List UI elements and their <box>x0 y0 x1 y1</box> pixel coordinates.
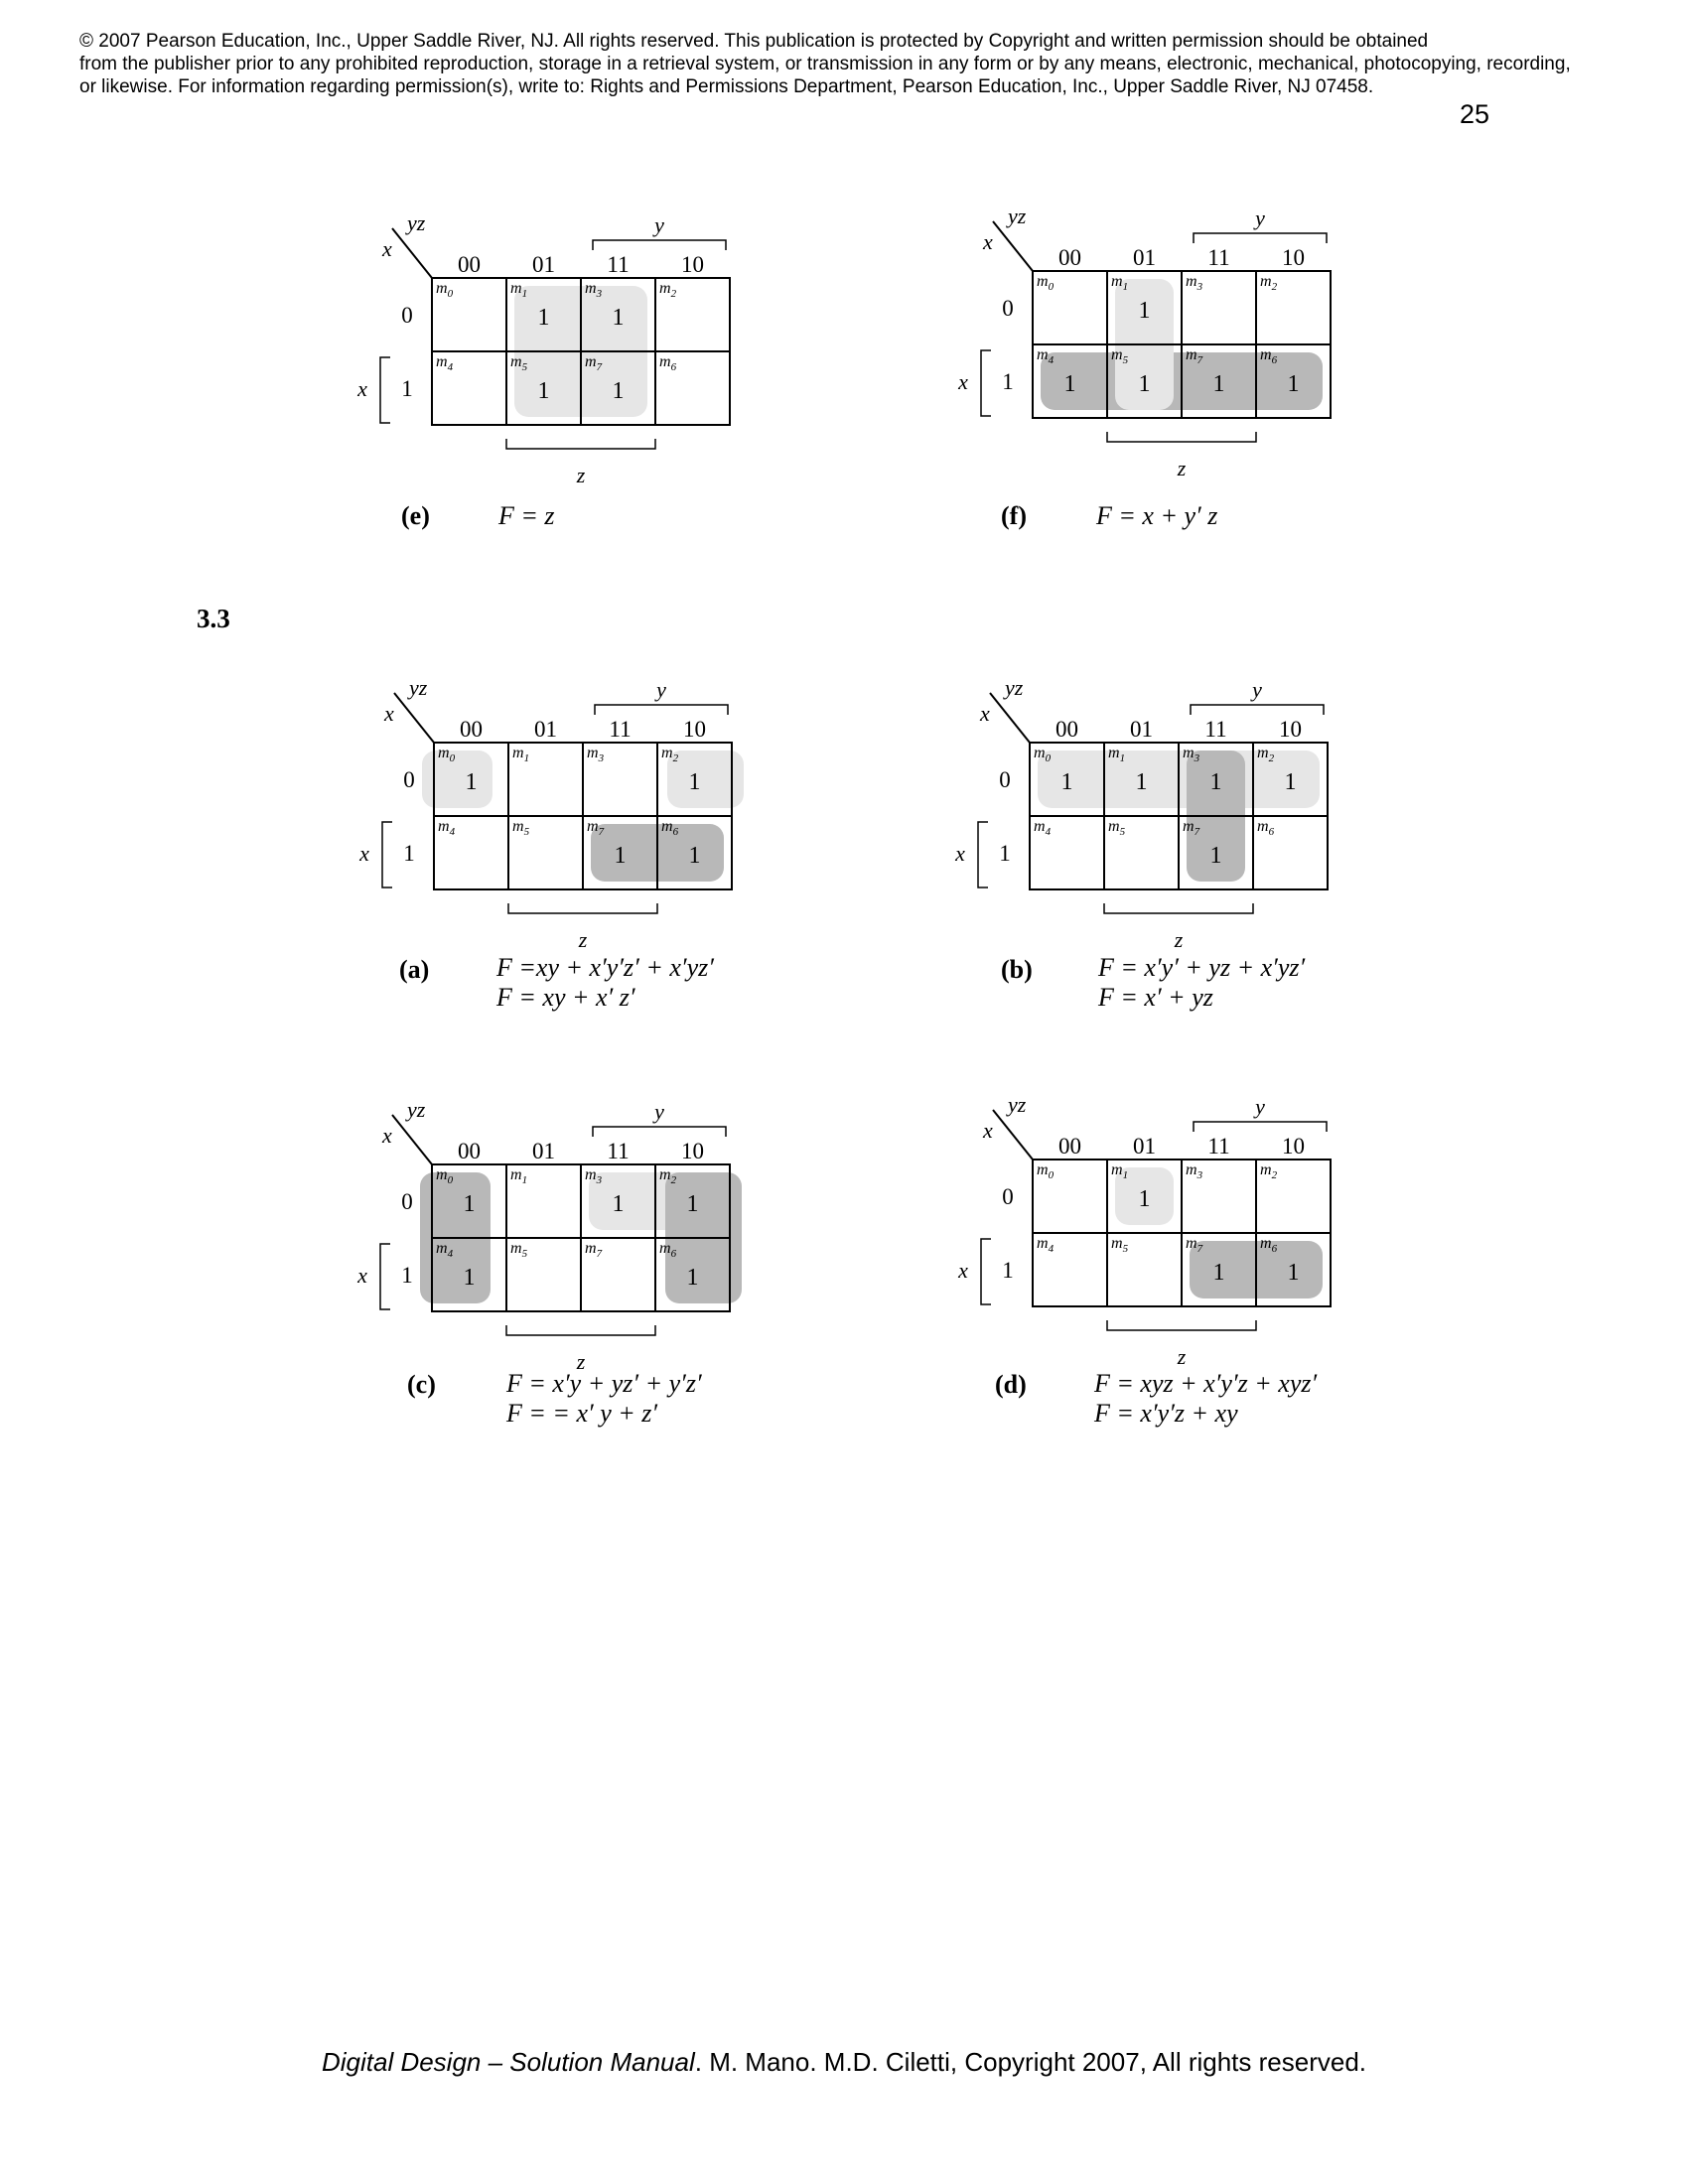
copyright-line: from the publisher prior to any prohibited reproduction, storage in a retrieval system, or transmission in any form or by any means, electronic, mechanical, photocopying, recording, <box>79 54 1571 74</box>
corner-label-x: x <box>382 236 392 261</box>
minterm-index: 1 <box>1122 1169 1129 1181</box>
minterm-index: 3 <box>596 288 603 300</box>
minterm-label: $m_2$ <box>661 745 679 764</box>
cell-value-one: 1 <box>686 1265 699 1291</box>
minterm-index: 7 <box>1196 354 1203 366</box>
kmap-diagram-a <box>340 678 896 976</box>
column-header: 01 <box>1133 1134 1156 1159</box>
minterm-index: 6 <box>1271 1243 1278 1255</box>
minterm-index: 0 <box>1048 281 1055 293</box>
minterm-index: 3 <box>1196 1169 1203 1181</box>
column-header: 00 <box>1055 717 1078 742</box>
diagram-caption: (c) <box>407 1370 436 1399</box>
z-label: z <box>576 463 586 487</box>
corner-diagonal <box>993 1110 1033 1160</box>
z-label: z <box>576 1349 586 1374</box>
column-header: 01 <box>1130 717 1153 742</box>
minterm-index: 5 <box>521 1248 528 1260</box>
column-header: 11 <box>607 1139 630 1163</box>
diagram-caption: (f) <box>1001 501 1027 530</box>
minterm-label: $m_6$ <box>659 353 677 373</box>
minterm-label: $m_0$ <box>438 745 456 764</box>
minterm-label: $m_1$ <box>510 1166 528 1186</box>
x-label: x <box>955 841 965 866</box>
kmap-diagram-d <box>938 1095 1494 1393</box>
corner-label-x: x <box>980 701 990 726</box>
corner-label-yz: yz <box>407 1100 426 1122</box>
minterm-label: $m_5$ <box>1111 346 1129 366</box>
minterm-label: $m_0$ <box>1037 1161 1055 1181</box>
y-bracket <box>593 1127 726 1137</box>
minterm-index: 2 <box>1271 1169 1278 1181</box>
row-header: 0 <box>999 767 1011 792</box>
minterm-label: $m_1$ <box>1108 745 1126 764</box>
minterm-index: 4 <box>1045 826 1052 838</box>
minterm-label: $m_4$ <box>436 353 454 373</box>
minterm-index: 3 <box>1194 752 1200 764</box>
equation-line: F = xyz + x′y′z + xyz′ <box>1094 1369 1318 1398</box>
row-header: 1 <box>1002 1258 1014 1283</box>
row-header: 0 <box>401 1189 413 1214</box>
cell-value-one: 1 <box>688 769 701 795</box>
minterm-label: $m_5$ <box>512 818 530 838</box>
column-header: 10 <box>1282 245 1305 270</box>
kmap-svg <box>338 1100 894 1398</box>
minterm-index: 7 <box>598 826 605 838</box>
z-label: z <box>1177 456 1187 480</box>
equation-line: F = = x′ y + z′ <box>506 1399 658 1428</box>
minterm-index: 2 <box>670 1174 677 1186</box>
minterm-label: $m_7$ <box>585 353 603 373</box>
minterm-label: $m_7$ <box>587 818 605 838</box>
row-header: 1 <box>401 376 413 401</box>
kmap-svg <box>938 206 1494 504</box>
column-header: 00 <box>460 717 483 742</box>
minterm-label: $m_0$ <box>436 280 454 300</box>
cell-value-one: 1 <box>1138 1186 1151 1212</box>
y-label: y <box>654 1100 664 1124</box>
row-header: 1 <box>401 1263 413 1288</box>
minterm-label: $m_2$ <box>659 280 677 300</box>
row-header: 1 <box>999 841 1011 866</box>
minterm-label: $m_6$ <box>659 1240 677 1260</box>
z-label: z <box>578 927 588 952</box>
corner-diagonal <box>990 693 1030 743</box>
column-header: 10 <box>1282 1134 1305 1159</box>
minterm-label: $m_3$ <box>587 745 605 764</box>
cell-value-one: 1 <box>1138 371 1151 397</box>
column-header: 10 <box>683 717 706 742</box>
column-header: 00 <box>458 1139 481 1163</box>
column-header: 11 <box>1204 717 1227 742</box>
cell-value-one: 1 <box>1135 769 1148 795</box>
minterm-index: 0 <box>447 1174 454 1186</box>
y-label: y <box>1252 678 1262 702</box>
corner-diagonal <box>392 228 432 278</box>
cell-value-one: 1 <box>1060 769 1073 795</box>
minterm-index: 7 <box>596 1248 603 1260</box>
minterm-index: 3 <box>596 1174 603 1186</box>
x-label: x <box>359 841 369 866</box>
equation-line: F = x′y′ + yz + x′yz′ <box>1098 953 1306 982</box>
minterm-index: 4 <box>449 826 456 838</box>
equation-line: F = xy + x′ z′ <box>496 983 635 1012</box>
minterm-index: 2 <box>670 288 677 300</box>
minterm-label: $m_3$ <box>585 280 603 300</box>
minterm-label: $m_5$ <box>1108 818 1126 838</box>
column-header: 01 <box>532 252 555 277</box>
minterm-label: $m_4$ <box>438 818 456 838</box>
minterm-index: 0 <box>447 288 454 300</box>
column-header: 00 <box>1058 1134 1081 1159</box>
cell-value-one: 1 <box>465 769 478 795</box>
cell-value-one: 1 <box>1209 769 1222 795</box>
minterm-label: $m_7$ <box>585 1240 603 1260</box>
minterm-index: 0 <box>1045 752 1052 764</box>
equation-line: F =xy + x′y′z′ + x′yz′ <box>496 953 714 982</box>
minterm-index: 5 <box>521 361 528 373</box>
minterm-index: 7 <box>596 361 603 373</box>
column-header: 10 <box>681 252 704 277</box>
kmap-svg <box>338 213 894 511</box>
x-bracket <box>380 357 390 423</box>
x-label: x <box>357 376 367 401</box>
minterm-label: $m_1$ <box>510 280 528 300</box>
cell-value-one: 1 <box>1138 298 1151 324</box>
cell-value-one: 1 <box>612 305 625 331</box>
column-header: 01 <box>534 717 557 742</box>
cell-value-one: 1 <box>537 378 550 404</box>
cell-value-one: 1 <box>1287 1260 1300 1286</box>
x-bracket <box>981 350 991 416</box>
minterm-label: $m_6$ <box>1260 1235 1278 1255</box>
section-label: 3.3 <box>197 604 230 633</box>
minterm-label: $m_1$ <box>512 745 530 764</box>
equation-line: F = x′y + yz′ + y′z′ <box>506 1369 702 1398</box>
x-bracket <box>380 1244 390 1309</box>
minterm-index: 5 <box>523 826 530 838</box>
diagram-caption: (e) <box>401 501 430 530</box>
minterm-index: 1 <box>1122 281 1129 293</box>
minterm-index: 1 <box>523 752 530 764</box>
footer-title: Digital Design – Solution Manual <box>321 2047 695 2077</box>
minterm-index: 0 <box>449 752 456 764</box>
minterm-label: $m_4$ <box>1034 818 1052 838</box>
corner-label-yz: yz <box>1005 678 1024 700</box>
corner-label-x: x <box>983 229 993 254</box>
minterm-index: 6 <box>1271 354 1278 366</box>
footer <box>0 2047 1688 2078</box>
corner-label-yz: yz <box>1008 1095 1027 1117</box>
minterm-index: 4 <box>447 361 454 373</box>
z-bracket <box>1104 903 1253 913</box>
y-label: y <box>654 213 664 237</box>
minterm-index: 7 <box>1196 1243 1203 1255</box>
row-header: 0 <box>403 767 415 792</box>
row-header: 0 <box>401 303 413 328</box>
cell-value-one: 1 <box>463 1265 476 1291</box>
x-label: x <box>958 1258 968 1283</box>
minterm-index: 5 <box>1122 1243 1129 1255</box>
minterm-index: 5 <box>1122 354 1129 366</box>
kmap-diagram-b <box>935 678 1491 976</box>
minterm-label: $m_3$ <box>1186 273 1203 293</box>
minterm-index: 6 <box>672 826 679 838</box>
z-bracket <box>506 1325 655 1335</box>
minterm-label: $m_6$ <box>661 818 679 838</box>
minterm-index: 2 <box>1271 281 1278 293</box>
minterm-label: $m_4$ <box>1037 346 1055 366</box>
minterm-label: $m_6$ <box>1260 346 1278 366</box>
y-label: y <box>1255 1095 1265 1119</box>
cell-value-one: 1 <box>612 378 625 404</box>
column-header: 00 <box>1058 245 1081 270</box>
diagram-caption: (d) <box>995 1370 1027 1399</box>
corner-label-yz: yz <box>407 213 426 235</box>
minterm-label: $m_5$ <box>1111 1235 1129 1255</box>
page-number: 25 <box>1459 99 1489 129</box>
corner-label-x: x <box>983 1118 993 1143</box>
y-bracket <box>1194 233 1327 243</box>
cell-value-one: 1 <box>614 843 627 869</box>
copyright-line: or likewise. For information regarding permission(s), write to: Rights and Permissions Department, Pearson Education, Inc., Upper Saddle River, NJ 07458. <box>79 76 1374 97</box>
minterm-label: $m_6$ <box>1257 818 1275 838</box>
row-header: 1 <box>403 841 415 866</box>
cell-value-one: 1 <box>686 1191 699 1217</box>
minterm-index: 5 <box>1119 826 1126 838</box>
kmap-svg <box>935 678 1491 976</box>
minterm-label: $m_5$ <box>510 353 528 373</box>
corner-diagonal <box>993 221 1033 271</box>
corner-label-yz: yz <box>409 678 428 700</box>
minterm-index: 4 <box>1048 1243 1055 1255</box>
minterm-index: 7 <box>1194 826 1200 838</box>
column-header: 11 <box>607 252 630 277</box>
cell-value-one: 1 <box>1063 371 1076 397</box>
equation-line: F = z <box>498 501 555 530</box>
diagram-caption: (a) <box>399 955 430 984</box>
row-header: 1 <box>1002 369 1014 394</box>
copyright-notice <box>79 30 1628 98</box>
corner-label-x: x <box>384 701 394 726</box>
minterm-label: $m_5$ <box>510 1240 528 1260</box>
x-label: x <box>958 369 968 394</box>
z-bracket <box>508 903 657 913</box>
cell-value-one: 1 <box>1284 769 1297 795</box>
column-header: 10 <box>681 1139 704 1163</box>
minterm-label: $m_1$ <box>1111 273 1129 293</box>
minterm-index: 2 <box>672 752 679 764</box>
equation-line: F = x′y′z + xy <box>1094 1399 1238 1428</box>
minterm-index: 2 <box>1268 752 1275 764</box>
y-bracket <box>595 705 728 715</box>
x-bracket <box>382 822 392 887</box>
cell-value-one: 1 <box>612 1191 625 1217</box>
z-bracket <box>506 439 655 449</box>
minterm-index: 4 <box>447 1248 454 1260</box>
kmap-diagram-f <box>938 206 1494 504</box>
diagram-caption: (b) <box>1001 955 1033 984</box>
cell-value-one: 1 <box>1209 843 1222 869</box>
minterm-label: $m_7$ <box>1186 346 1203 366</box>
group-highlight <box>422 751 492 808</box>
column-header: 11 <box>1207 245 1230 270</box>
minterm-label: $m_7$ <box>1183 818 1200 838</box>
minterm-label: $m_0$ <box>436 1166 454 1186</box>
minterm-index: 3 <box>598 752 605 764</box>
minterm-label: $m_0$ <box>1037 273 1055 293</box>
z-label: z <box>1174 927 1184 952</box>
minterm-index: 6 <box>1268 826 1275 838</box>
minterm-label: $m_7$ <box>1186 1235 1203 1255</box>
corner-label-x: x <box>382 1123 392 1148</box>
footer-rest: . M. Mano. M.D. Ciletti, Copyright 2007, All rights reserved. <box>694 2047 1367 2077</box>
copyright-line: © 2007 Pearson Education, Inc., Upper Saddle River, NJ. All rights reserved. This publication is protected by Copyright and written permission should be obtained <box>79 31 1429 52</box>
kmap-diagram-e <box>338 213 894 511</box>
y-label: y <box>656 678 666 702</box>
cell-value-one: 1 <box>1212 1260 1225 1286</box>
cell-value-one: 1 <box>537 305 550 331</box>
cell-value-one: 1 <box>688 843 701 869</box>
y-bracket <box>1194 1122 1327 1132</box>
minterm-label: $m_2$ <box>1257 745 1275 764</box>
minterm-index: 1 <box>1119 752 1126 764</box>
minterm-label: $m_2$ <box>1260 1161 1278 1181</box>
minterm-label: $m_4$ <box>1037 1235 1055 1255</box>
minterm-index: 1 <box>521 1174 528 1186</box>
x-label: x <box>357 1263 367 1288</box>
column-header: 11 <box>609 717 632 742</box>
minterm-label: $m_3$ <box>585 1166 603 1186</box>
row-header: 0 <box>1002 1184 1014 1209</box>
minterm-label: $m_2$ <box>659 1166 677 1186</box>
minterm-label: $m_0$ <box>1034 745 1052 764</box>
minterm-label: $m_3$ <box>1186 1161 1203 1181</box>
x-bracket <box>978 822 988 887</box>
column-header: 01 <box>1133 245 1156 270</box>
z-bracket <box>1107 1320 1256 1330</box>
minterm-label: $m_1$ <box>1111 1161 1129 1181</box>
cell-value-one: 1 <box>1212 371 1225 397</box>
equation-line: F = x + y′ z <box>1096 501 1218 530</box>
x-bracket <box>981 1239 991 1304</box>
z-label: z <box>1177 1344 1187 1369</box>
kmap-svg <box>340 678 896 976</box>
kmap-diagram-c <box>338 1100 894 1398</box>
minterm-label: $m_4$ <box>436 1240 454 1260</box>
y-label: y <box>1255 206 1265 230</box>
cell-value-one: 1 <box>463 1191 476 1217</box>
column-header: 00 <box>458 252 481 277</box>
column-header: 11 <box>1207 1134 1230 1159</box>
minterm-index: 0 <box>1048 1169 1055 1181</box>
corner-label-yz: yz <box>1008 206 1027 228</box>
minterm-label: $m_3$ <box>1183 745 1200 764</box>
cell-value-one: 1 <box>1287 371 1300 397</box>
z-bracket <box>1107 432 1256 442</box>
column-header: 01 <box>532 1139 555 1163</box>
minterm-label: $m_2$ <box>1260 273 1278 293</box>
kmap-svg <box>938 1095 1494 1393</box>
y-bracket <box>593 240 726 250</box>
y-bracket <box>1191 705 1324 715</box>
row-header: 0 <box>1002 296 1014 321</box>
equation-line: F = x′ + yz <box>1098 983 1213 1012</box>
minterm-index: 3 <box>1196 281 1203 293</box>
minterm-index: 4 <box>1048 354 1055 366</box>
corner-diagonal <box>394 693 434 743</box>
corner-diagonal <box>392 1115 432 1164</box>
column-header: 10 <box>1279 717 1302 742</box>
minterm-index: 1 <box>521 288 528 300</box>
minterm-index: 6 <box>670 361 677 373</box>
minterm-index: 6 <box>670 1248 677 1260</box>
